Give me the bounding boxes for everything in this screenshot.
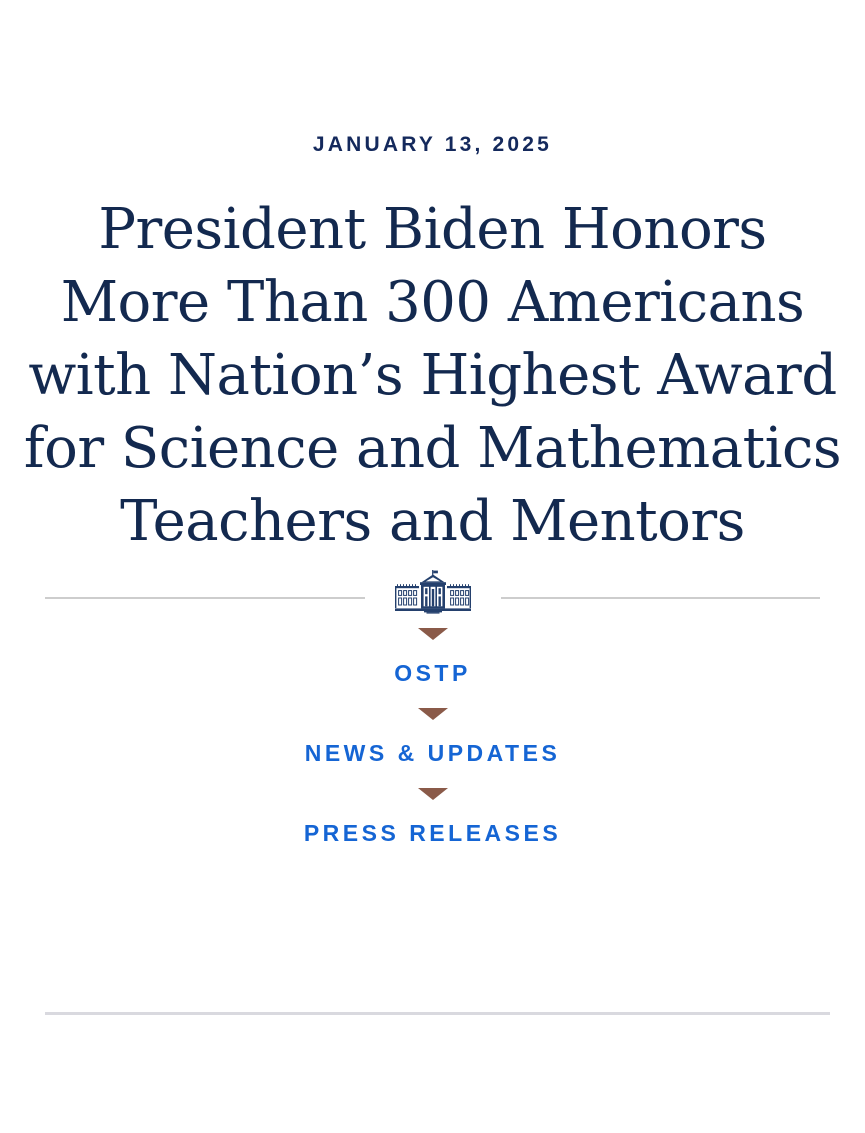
divider-line-right <box>501 597 821 599</box>
page-title-line: More Than 300 Americans <box>60 270 805 335</box>
page-title-line: with Nation’s Highest Award <box>28 343 837 408</box>
page-title <box>0 193 865 558</box>
breadcrumb <box>0 614 865 847</box>
breadcrumb-link-press-releases[interactable]: PRESS RELEASES <box>303 820 562 846</box>
breadcrumb-link-ostp[interactable]: OSTP <box>394 660 471 686</box>
divider-line-left <box>45 597 365 599</box>
white-house-icon <box>365 570 501 614</box>
triangle-down-icon <box>418 708 448 720</box>
bottom-divider-line <box>45 1012 830 1015</box>
press-release-page <box>0 133 865 1133</box>
page-title-line: President Biden Honors <box>98 197 767 262</box>
page-title-line: for Science and Mathematics <box>23 416 842 481</box>
title-divider <box>0 570 865 614</box>
page-title-line: Teachers and Mentors <box>120 489 745 554</box>
triangle-down-icon <box>418 788 448 800</box>
article-date: JANUARY 13, 2025 <box>312 133 553 156</box>
triangle-down-icon <box>418 628 448 640</box>
breadcrumb-link-news-updates[interactable]: NEWS & UPDATES <box>304 740 561 766</box>
